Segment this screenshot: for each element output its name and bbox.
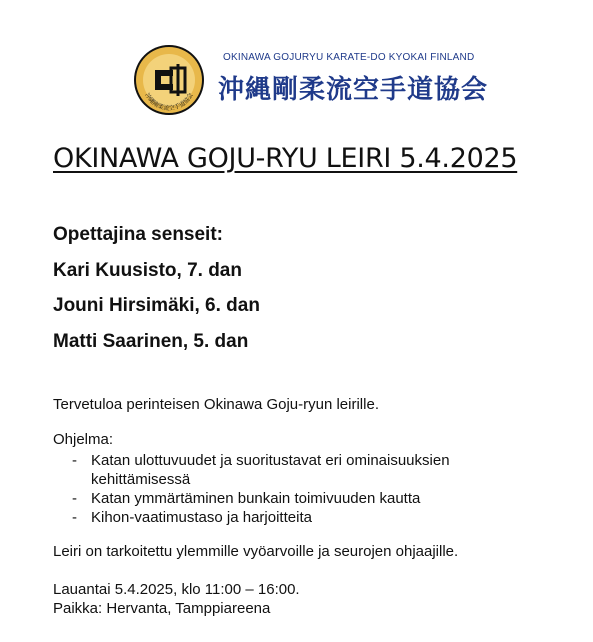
teacher-item: Matti Saarinen, 5. dan — [53, 330, 249, 352]
program-item — [72, 489, 450, 508]
org-name-en: OKINAWA GOJURYU KARATE-DO KYOKAI FINLAND — [223, 52, 475, 63]
program-label: Ohjelma: — [53, 431, 114, 448]
ogkk-emblem-icon — [133, 44, 205, 116]
page-title: OKINAWA GOJU-RYU LEIRI 5.4.2025 — [53, 143, 518, 174]
date-time-text: Lauantai 5.4.2025, klo 11:00 – 16:00. — [53, 581, 300, 598]
teacher-item: Jouni Hirsimäki, 6. dan — [53, 295, 260, 316]
teachers-heading: Opettajina senseit: — [53, 224, 223, 245]
welcome-text: Tervetuloa perinteisen Okinawa Goju-ryun leirille. — [53, 396, 379, 413]
program-item — [72, 451, 450, 470]
place-text: Paikka: Hervanta, Tamppiareena — [53, 600, 271, 617]
org-name-jp: 沖縄剛柔流空手道協会 — [218, 75, 489, 105]
dash-bullet: - — [72, 452, 77, 469]
teacher-item: Kari Kuusisto, 7. dan — [53, 259, 242, 281]
program-item — [72, 508, 450, 527]
program-item-text: kehittämisessä — [91, 471, 191, 488]
program-item-text: Katan ymmärtäminen bunkain toimivuuden kautta — [91, 490, 421, 507]
dash-bullet: - — [72, 490, 77, 507]
program-item-text: Katan ulottuvuudet ja suoritustavat eri ominaisuuksien — [91, 452, 450, 469]
logo-arc-text: 沖縄剛柔流空手道協会 — [143, 91, 195, 113]
dash-bullet: - — [72, 509, 77, 526]
program-list — [72, 451, 450, 527]
svg-text:沖縄剛柔流空手道協会 — [143, 91, 195, 112]
purpose-text: Leiri on tarkoitettu ylemmille vyöarvoille ja seurojen ohjaajille. — [53, 543, 459, 560]
teachers-list — [53, 222, 260, 364]
program-item-continuation — [72, 470, 450, 489]
program-item-text: Kihon-vaatimustaso ja harjoitteita — [91, 509, 312, 526]
